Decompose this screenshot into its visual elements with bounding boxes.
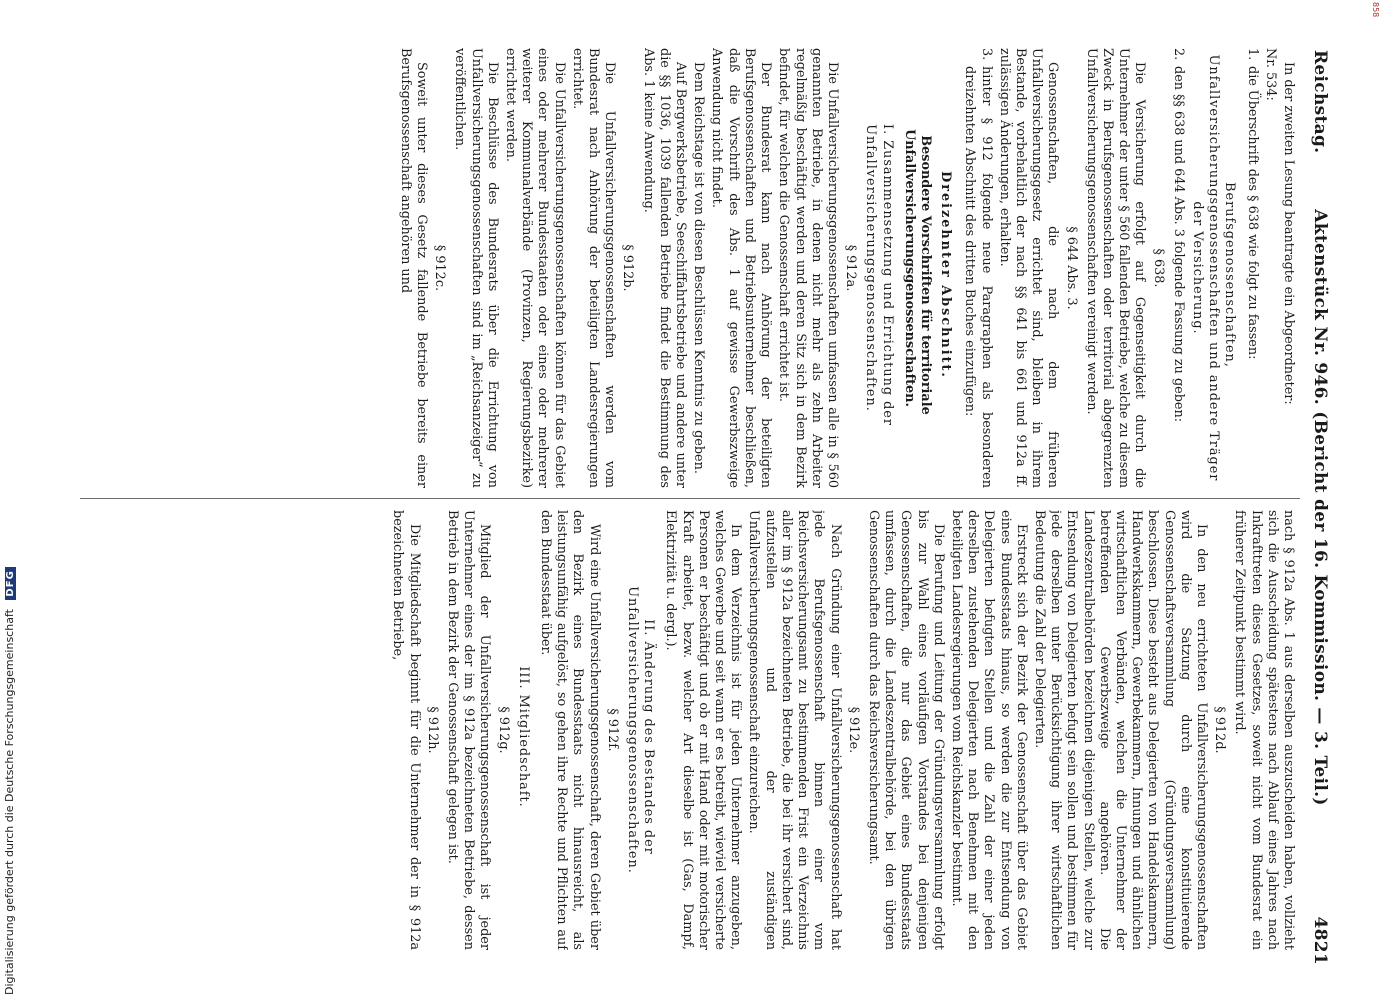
body-text: Nach Gründung einer Unfallversicherungsgenossenschaft hat jede Berufsgenossenschaft binnen einer vom Reichsversicherungsamt zu bestimmenden Frist ein Verzeichnis aller im § 912a bezeichneten Betriebe, die bei ihr versichert sind, aufzustellen und der zuständigen Unfallversicherungsgenossenschaft einzureichen. (746, 510, 843, 950)
paragraph-label: § 912d. (1212, 706, 1228, 754)
body-text: Soweit unter dieses Gesetz fallende Betriebe bereits einer Berufsgenossenschaft angehören und (397, 48, 430, 488)
body-text: Auf Bergwerksbetriebe, Seeschiffahrtsbetriebe und andere unter die §§ 1036, 1039 fallenden Betriebe findet die Bestimmung des Abs. 1 keine Anwendung. (640, 48, 689, 488)
paragraph-label: § 912b. (620, 244, 636, 292)
intro-text: In der zweiten Lesung beantragte ein Abgeordneter: (1281, 62, 1296, 405)
list-number: 3. (978, 48, 994, 61)
paragraph-label: § 912h. (424, 706, 440, 754)
dfg-logo: DFG (5, 567, 16, 599)
subsection-heading: II. Änderung des Bestandes der Unfallversicherungsgenossenschaften. (625, 586, 657, 874)
body-text: Die Versicherung erfolgt auf Gegenseitigkeit durch die Unternehmer der unter § 560 fallenden Betriebe, welche zu diesem Zweck in Berufsgenossenschaften oder territorial abgegrenzten Unfallversicherungsgenossenschaften vereinigt werden. (1083, 48, 1148, 488)
body-text: Der Bundesrat kann nach Anhörung der beteiligten Berufsgenossenschaften und Betriebsunternehmer beschließen, daß die Vorschrift des Abs. 1 auf gewisse Gewerbszweige Anwendung nicht findet. (709, 48, 774, 488)
paragraph-label: § 912g. (495, 706, 511, 754)
list-item (1243, 48, 1259, 488)
paragraph-label: § 644 Abs. 3. (1063, 226, 1079, 310)
body-text: In dem Verzeichnis ist für jeden Unternehmer anzugeben, welches Gewerbe und seit wann er es betreibt, wieviel versicherte Personen er beschäftigt und ob er mit Hand oder mit motorischer Kraft arbeitet, bezw. welcher Art dieselbe ist (Gas, Dampf, Elektrizität u. dergl.). (663, 510, 744, 950)
body-text: nach § 912a Abs. 1 aus derselben auszuscheiden haben, vollzieht sich die Ausscheidung spätestens nach Ablauf eines Jahres nach Inkrafttreten dieses Gesetzes, soweit nicht vom Bundesrat ein früherer Zeitpunkt bestimmt wird. (1232, 510, 1296, 950)
page-header (1304, 50, 1330, 965)
body-text: Die Berufung und Leitung der Gründungsversammlung erfolgt bis zur Wahl eines vorläufigen Vorstandes bei denjenigen Genossenschaften, die nur das Gebiet eines Bundesstaats umfassen, durch die Landeszentralbehörde, bei den übrigen Genossenschaften durch das Reichsversicherungsamt. (865, 510, 946, 950)
body-text: Die Unfallversicherungsgenossenschaften umfassen alle in § 560 genannten Betriebe, in denen nicht mehr als zehn Arbeiter regelmäßig beschäftigt werden und deren Sitz sich in dem Bezirk befindet, für welchen die Genossenschaft errichtet ist. (776, 48, 840, 488)
paragraph-label: § 912a. (843, 244, 859, 292)
right-column (71, 510, 1296, 950)
header-left: Reichstag. (1310, 50, 1330, 154)
list-text: den §§ 638 und 644 Abs. 3 folgende Fassung zu geben: (1170, 66, 1186, 423)
subsection-heading: III. Mitgliedschaft. (515, 666, 531, 808)
body-text: In den neu errichteten Unfallversicherungsgenossenschaften wird die Satzung durch eine konstituierende Genossenschaftsversammlung (Gründungsversammlung) beschlossen. Diese besteht aus Delegierten von Handelskammern, Handwerkskammern, Gewerbekammern, Innungen und ähnlichen wirtschaftlichen Verbänden, welchen die Unternehmer der betreffenden Gewerbszweige angehören. Die Landeszentralbehörden bezeichnen diejenigen Stellen, welche zur Entsendung von Delegierten befugt sein sollen und bestimmen für jede derselben unter Berücksichtigung ihrer wirtschaftlichen Bedeutung die Zahl der Delegierten. (1031, 510, 1209, 950)
list-text: die Überschrift des § 638 wie folgt zu fassen: (1244, 66, 1260, 360)
body-text: Die Unfallversicherungsgenossenschaften können für das Gebiet eines oder mehrerer Bundesstaaten oder eines oder mehrerer weiterer Kommunalverbände (Provinzen, Regierungsbezirke) errichtet werden. (503, 48, 567, 488)
page-number: 4821 (1310, 916, 1330, 965)
list-item (1170, 48, 1186, 488)
credit-text: Digitalisierung gefördert durch die Deutsche Forschungsgemeinschaft (3, 609, 16, 995)
body-text: Die Beschlüsse des Bundesrats über die Errichtung von Unfallversicherungsgenossenschaften sind im „Reichsanzeiger“ zu veröffentlichen. (452, 48, 500, 488)
list-number: 2. (1170, 48, 1186, 61)
body-text: Dem Reichstage ist von diesen Beschlüssen Kenntnis zu geben. (691, 62, 707, 474)
quoted-heading: Berufsgenossenschaften, Unfallversicherungsgenossenschaften und andere Träger der Versicherung. (1189, 54, 1238, 482)
paragraph-label: § 638. (1150, 248, 1166, 288)
paragraph-label: § 912e. (845, 706, 861, 754)
left-column (71, 48, 1296, 488)
body-text: Wird eine Unfallversicherungsgenossenschaft, deren Gebiet über den Bezirk eines Bundesstaats nicht hinausreicht, als leistungsunfähig aufgelöst, so gehen ihre Rechte und Pflichten auf den Bundesstaat über. (538, 510, 602, 950)
digitization-credit (3, 567, 16, 995)
list-number: 1. (1244, 48, 1260, 61)
body-text: Erstreckt sich der Bezirk der Genossenschaft über das Gebiet eines Bundesstaats hinaus, so werden die zur Entsendung von Delegierten befugten Stellen und die Zahl der einer jeden derselben zustehenden Delegierten nach Benehmen mit den beteiligten Landesregierungen vom Reichskanzler bestimmt. (948, 510, 1029, 950)
section-title: Dreizehnter Abschnitt. (938, 171, 954, 379)
body-text: Genossenschaften, die nach dem früheren Unfallversicherungsgesetz errichtet sind, bleiben in ihrem Bestande, vorbehaltlich der nach §§ 641 bis 661 und 912a ff. zulässigen Änderungen, erhalten. (996, 48, 1061, 488)
header-title: Aktenstück Nr. 946. (Bericht der 16. Kommission. — 3. Teil.) (1310, 209, 1330, 806)
list-item (961, 48, 993, 488)
column-divider (80, 498, 1300, 499)
list-text: hinter § 912 folgende neue Paragraphen als besonderen dreizehnten Abschnitt des dritten Buches einzufügen: (962, 66, 994, 488)
subsection-heading: I. Zusammensetzung und Errichtung der Unfallversicherungsgenossenschaften. (863, 124, 895, 426)
body-text: Mitglied der Unfallversicherungsgenossenschaft ist jeder Unternehmer eines der im § 912a bezeichneten Betriebe, dessen Betrieb in dem Bezirk der Genossenschaft gelegen ist. (445, 510, 493, 950)
scanned-page (55, 40, 1330, 975)
section-heading: Besondere Vorschriften für territoriale Unfallversicherungsgenossenschaften. (901, 129, 933, 415)
paragraph-label: § 912f. (604, 708, 620, 752)
body-text: Die Unfallversicherungsgenossenschaften werden vom Bundesrat nach Anhörung der beteiligten Landesregierungen errichtet. (569, 48, 618, 488)
motion-number: Nr. 534: (1262, 48, 1278, 101)
corner-code: 858 (1371, 2, 1380, 18)
body-text: Die Mitgliedschaft beginnt für die Unternehmer der in § 912a bezeichneten Betriebe, (390, 510, 422, 950)
paragraph-label: § 912c. (432, 244, 448, 292)
